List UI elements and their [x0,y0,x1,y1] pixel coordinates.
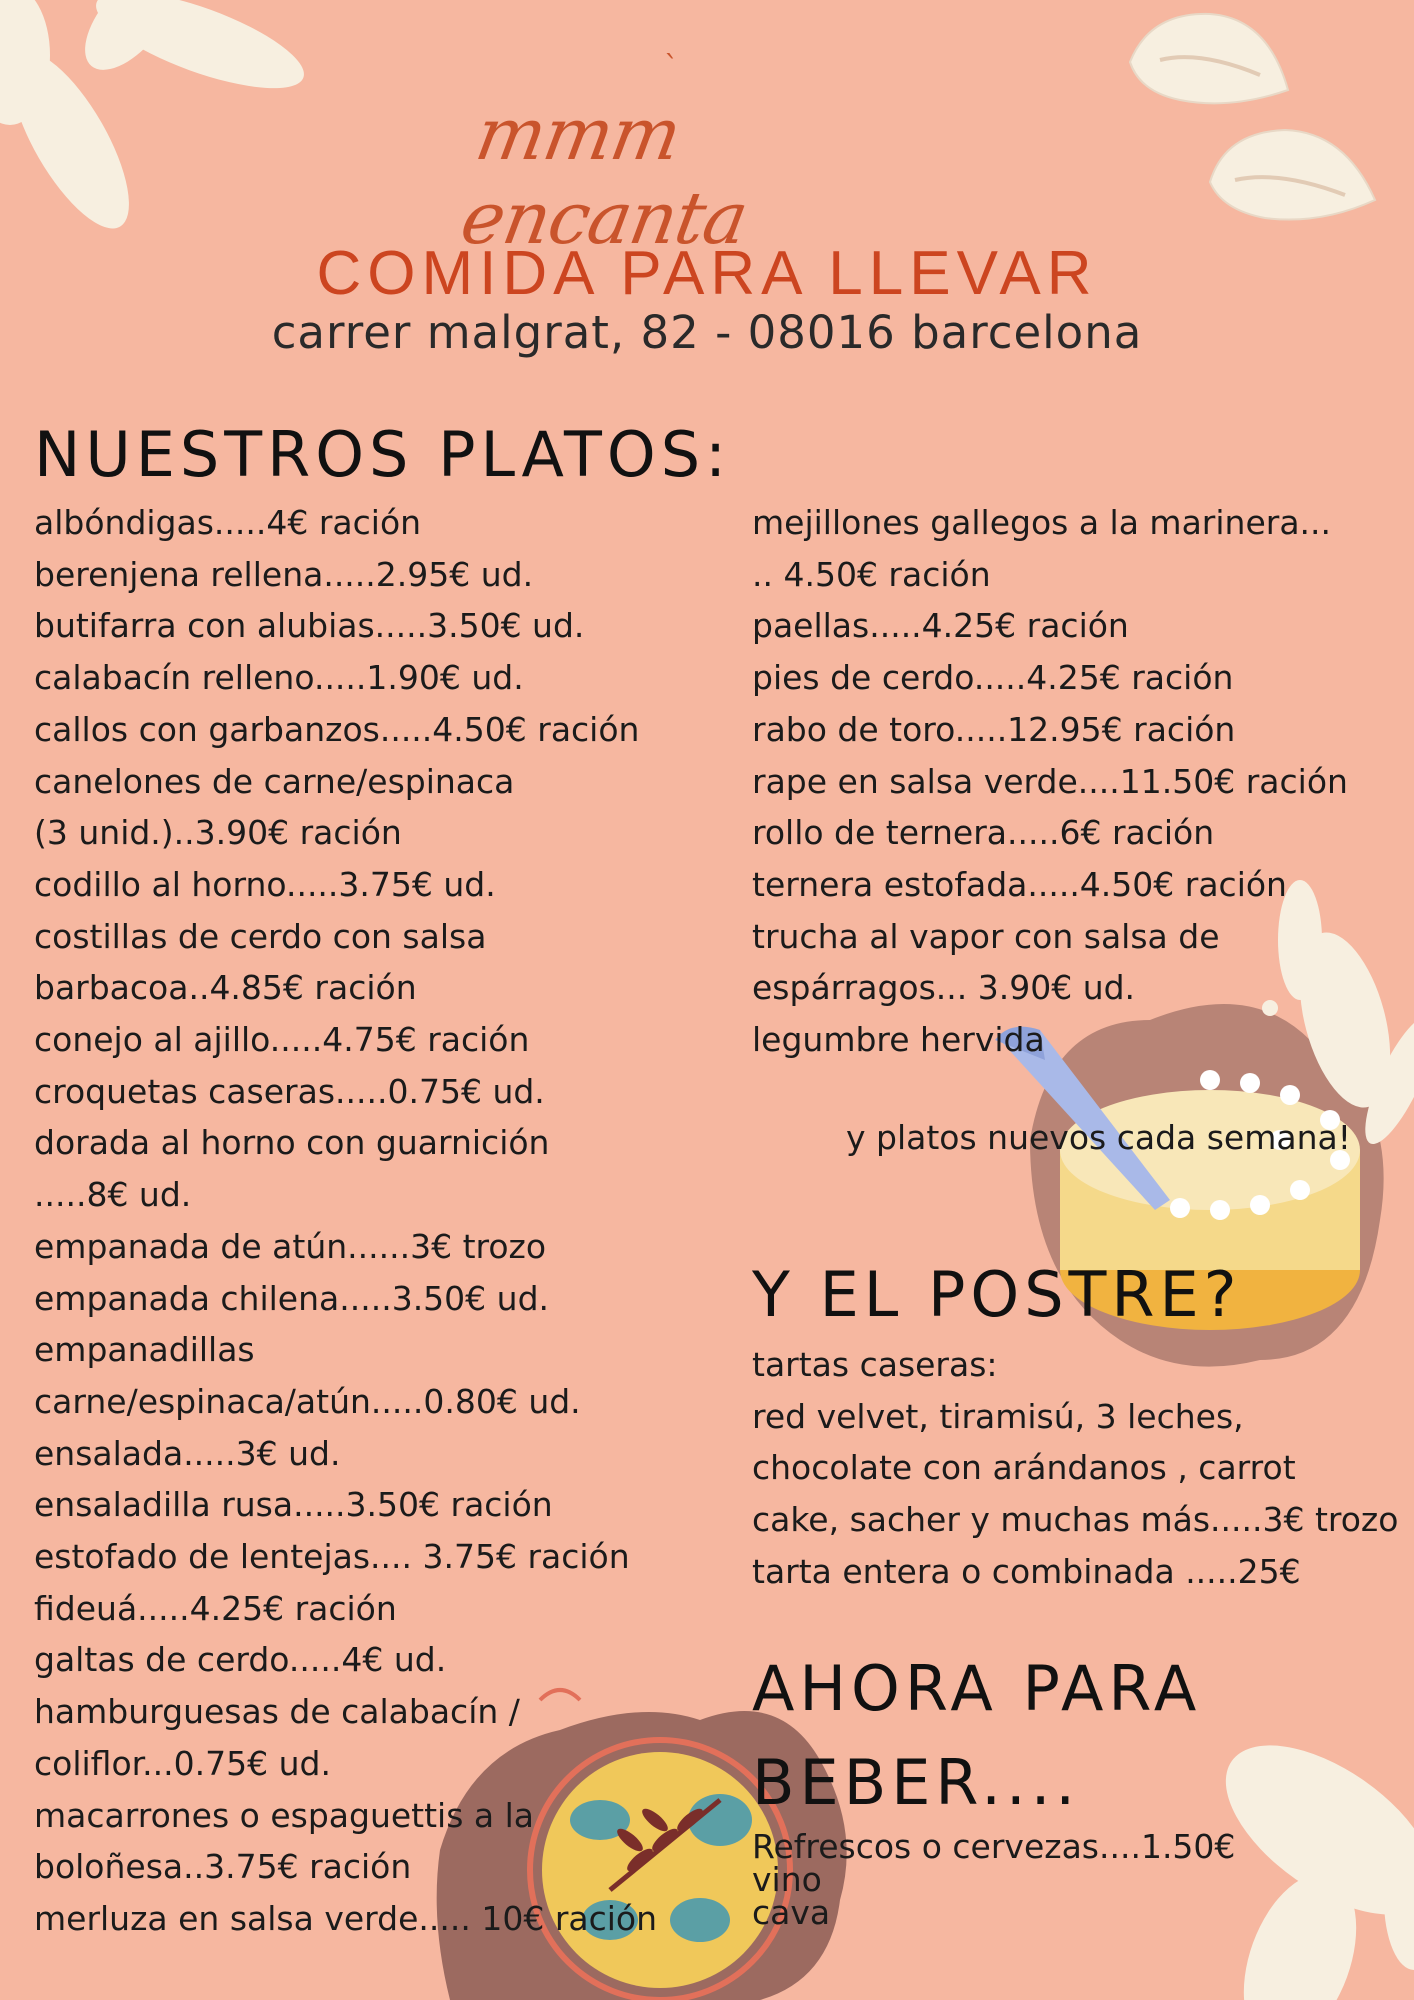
drinks-heading: AHORA PARA BEBER.... [752,1652,1202,1819]
dish-item: hamburguesas de calabacín / [34,1692,520,1732]
dishes-list-right [752,497,1348,1066]
dessert-list [752,1339,1398,1598]
dessert-item: chocolate con arándanos , carrot [752,1448,1296,1488]
dish-item: legumbre hervida [752,1020,1045,1060]
dishes-heading: NUESTROS PLATOS: [34,418,731,491]
brand-logo: mmm encanta [455,92,754,260]
dish-item: croquetas caseras.....0.75€ ud. [34,1071,545,1111]
dish-item: pies de cerdo.....4.25€ ración [752,658,1234,698]
dishes-list-left [34,497,657,1945]
dish-item: butifarra con alubias.....3.50€ ud. [34,606,585,646]
brand-accent-mark: ` [664,50,679,85]
dish-item: empanadillas [34,1330,255,1370]
dish-item: empanada de atún......3€ trozo [34,1226,547,1266]
dish-item: .. 4.50€ ración [752,554,991,594]
dish-item: rabo de toro.....12.95€ ración [752,709,1236,749]
dish-item: codillo al horno.....3.75€ ud. [34,864,496,904]
dish-item: espárragos... 3.90€ ud. [752,968,1136,1008]
dish-item: costillas de cerdo con salsa [34,916,487,956]
dessert-item: red velvet, tiramisú, 3 leches, [752,1396,1244,1436]
dish-item: mejillones gallegos a la marinera... [752,503,1332,542]
page-title: COMIDA PARA LLEVAR [316,239,1098,308]
dish-item: empanada chilena.....3.50€ ud. [34,1278,550,1318]
dish-item: trucha al vapor con salsa de [752,916,1220,956]
dish-item: rollo de ternera.....6€ ración [752,813,1215,853]
dish-item: estofado de lentejas.... 3.75€ ración [34,1537,630,1577]
dish-item: macarrones o espaguettis a la [34,1795,534,1835]
dish-item: ensalada.....3€ ud. [34,1433,341,1473]
dish-item: conejo al ajillo.....4.75€ ración [34,1020,530,1060]
dish-item: albóndigas.....4€ ración [34,503,422,542]
dish-item: ensaladilla rusa.....3.50€ ración [34,1485,553,1525]
dessert-item: tarta entera o combinada .....25€ [752,1551,1301,1591]
dish-item: paellas.....4.25€ ración [752,606,1129,646]
drink-item: cava [752,1893,831,1932]
dish-item: berenjena rellena.....2.95€ ud. [34,554,534,594]
flower-petals-icon [0,0,314,245]
dessert-item: tartas caseras: [752,1345,998,1384]
dish-item: .....8€ ud. [34,1175,192,1215]
dish-item: boloñesa..3.75€ ración [34,1847,412,1887]
dish-item: rape en salsa verde....11.50€ ración [752,761,1348,801]
address: carrer malgrat, 82 - 08016 barcelona [271,306,1143,359]
dessert-heading: Y EL POSTRE? [752,1258,1242,1331]
weekly-note: y platos nuevos cada semana! [846,1118,1351,1157]
dish-item: merluza en salsa verde..... 10€ ración [34,1898,658,1938]
dish-item: dorada al horno con guarnición [34,1123,550,1163]
dish-item: barbacoa..4.85€ ración [34,968,417,1008]
dish-item: canelones de carne/espinaca [34,761,515,801]
dish-item: calabacín relleno.....1.90€ ud. [34,658,524,698]
dish-item: galtas de cerdo.....4€ ud. [34,1640,447,1680]
dumpling-icon [1130,14,1375,220]
drink-item: Refrescos o cervezas....1.50€ [752,1827,1236,1866]
drink-item: vino [752,1860,822,1899]
dish-item: fideuá.....4.25€ ración [34,1588,397,1628]
dish-item: coliflor...0.75€ ud. [34,1743,331,1783]
dessert-item: cake, sacher y muchas más.....3€ trozo [752,1500,1399,1540]
dish-item: (3 unid.)..3.90€ ración [34,813,402,853]
drinks-list [752,1827,1236,1932]
dish-item: callos con garbanzos.....4.50€ ración [34,709,640,749]
dish-item: ternera estofada.....4.50€ ración [752,864,1287,904]
dish-item: carne/espinaca/atún.....0.80€ ud. [34,1381,581,1421]
